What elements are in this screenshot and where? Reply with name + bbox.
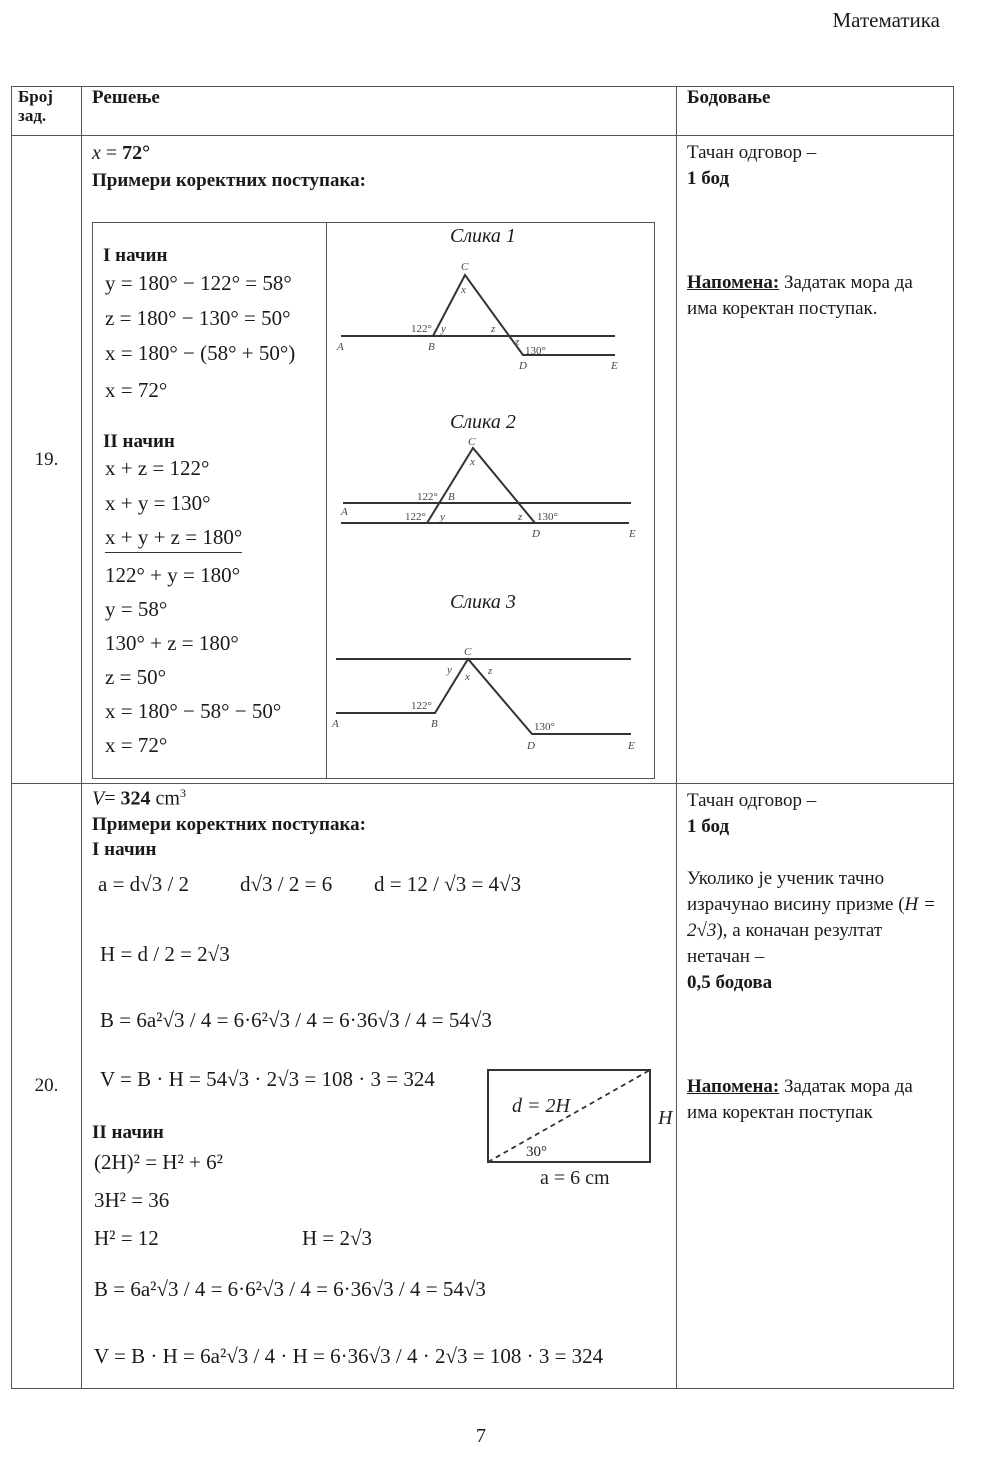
method2-line: x + z = 122° [105,456,210,480]
table-row-19 [12,136,954,784]
label-122-bottom: 122° [405,511,426,523]
figure1-title: Слика 1 [450,225,516,247]
label-c: C [461,261,469,273]
label-x: x [461,284,466,296]
label-z: z [488,665,493,677]
eq-b-2: B = 6a²√3 / 4 = 6·6²√3 / 4 = 6·36√3 / 4 = 54√3 [94,1277,486,1301]
points: 1 бод [687,168,730,189]
label-130: 130° [534,721,555,733]
label-e: E [629,528,636,540]
note [687,1074,943,1126]
label-b: B [448,491,455,503]
partial-points: 0,5 бодова [687,972,773,993]
method1-line: z = 180° − 130° = 50° [105,306,291,330]
label-b: B [431,718,438,730]
method2-line: z = 50° [105,665,167,689]
label-z2: z [515,336,520,348]
method2-title: II начин [92,1122,164,1143]
method1-title: I начин [92,839,157,860]
scoring-cell [677,136,954,784]
method1-title: I начин [103,245,168,266]
answer-line [92,786,186,811]
label-122-top: 122° [417,491,438,503]
eq-b: B = 6a²√3 / 4 = 6·6²√3 / 4 = 6·36√3 / 4 = 54√3 [100,1008,492,1032]
label-e: E [628,740,635,752]
partial-text-1: Уколико је ученик тачно израчунао висину призме ( [687,868,905,915]
angle-label: 30° [526,1144,547,1160]
answer-variable: V [92,787,105,810]
examples-label: Примери коректних поступака: [92,814,366,835]
points: 1 бод [687,816,730,837]
task-number: 20. [12,784,82,1389]
method2-line: x = 180° − 58° − 50° [105,699,282,723]
answer-value: 324 [120,787,151,810]
label-d: D [527,740,535,752]
eq-v: V = B · H = 54√3 · 2√3 = 108 · 3 = 324 [100,1067,435,1091]
answer-value: 72° [122,142,151,164]
label-a: A [337,341,344,353]
examples-label: Примери коректних поступака: [92,170,366,191]
method1-line: x = 180° − (58° + 50°) [105,341,296,365]
eq-d-half: d√3 / 2 = 6 [240,872,333,896]
label-a: A [332,718,339,730]
label-x: x [465,671,470,683]
base-label: a = 6 cm [540,1167,610,1189]
label-y: y [447,664,452,676]
line-abcde [336,659,631,734]
height-label: H [658,1107,673,1129]
scoring-cell [677,784,954,1389]
label-130: 130° [537,511,558,523]
label-c: C [468,438,476,448]
eq-d: d = 12 / √3 = 4√3 [374,872,522,896]
method2-line: y = 58° [105,597,168,621]
subject-header: Математика [832,8,940,32]
equals-sign: = [100,142,123,164]
label-122: 122° [411,323,432,335]
header-solution: Решење [82,87,677,136]
method2-title: II начин [103,431,175,452]
figure1-diagram [327,253,653,383]
method2-line: x = 72° [105,733,168,757]
method2-line: 122° + y = 180° [105,563,240,587]
correct-answer-label: Тачан одговор – [687,790,817,811]
task-number: 19. [12,136,82,784]
partial-text-2: ), а коначан резултат нетачан – [687,920,883,967]
diagonal-label: d = 2H [512,1095,570,1117]
note [687,270,943,322]
label-y: y [440,511,445,523]
figure3-diagram [327,623,653,773]
label-a: A [341,506,348,518]
label-c: C [464,646,472,658]
label-130: 130° [525,345,546,357]
note-label: Напомена: [687,1076,780,1097]
equals-sign: = [104,787,121,810]
solution-cell [82,784,677,1389]
note-text: Задатак мора да има коректан поступак. [687,272,913,319]
answer-line [92,142,150,165]
figure3-title: Слика 3 [450,591,516,613]
solutions-table [11,86,954,1389]
label-b: B [428,341,435,353]
eq-h: H = d / 2 = 2√3 [100,942,230,966]
label-z1: z [491,323,496,335]
label-z: z [518,511,523,523]
note-label: Напомена: [687,272,780,293]
label-d: D [519,360,527,372]
table-header-row [12,87,954,136]
answer-unit-exponent: 3 [179,786,186,800]
note-text: Задатак мора да има коректан поступак [687,1076,913,1123]
method1-line: y = 180° − 122° = 58° [105,271,292,295]
label-122: 122° [411,700,432,712]
header-number: Број зад. [12,87,82,136]
rectangle-figure [478,1064,678,1189]
eq-2h: (2H)² = H² + 6² [94,1150,223,1174]
page-number: 7 [476,1425,486,1447]
table-row-20 [12,784,954,1389]
method1-line: x = 72° [105,378,168,402]
eq-h-result: H = 2√3 [302,1226,373,1250]
eq-3h: 3H² = 36 [94,1188,170,1212]
figure2-diagram [327,438,653,568]
answer-unit: cm [150,787,180,810]
method2-line-sum: x + y + z = 180° [105,525,242,553]
eq-v-2: V = B · H = 6a²√3 / 4 · H = 6·36√3 / 4 · 2√3 = 108 · 3 = 324 [94,1344,604,1368]
partial-credit [687,866,943,970]
correct-answer-label: Тачан одговор – [687,142,817,163]
solution-cell [82,136,677,784]
partial-h: H = 2√3 [687,894,936,941]
figure2-title: Слика 2 [450,411,516,433]
label-y: y [441,323,446,335]
method2-line: x + y = 130° [105,491,211,515]
answer-variable: x [92,142,101,164]
label-x: x [470,456,475,468]
eq-h2: H² = 12 [94,1226,159,1250]
eq-a: a = d√3 / 2 [98,872,190,896]
header-scoring: Бодовање [677,87,954,136]
label-e: E [611,360,618,372]
method2-line: 130° + z = 180° [105,631,239,655]
methods-box [92,222,655,779]
label-d: D [532,528,540,540]
